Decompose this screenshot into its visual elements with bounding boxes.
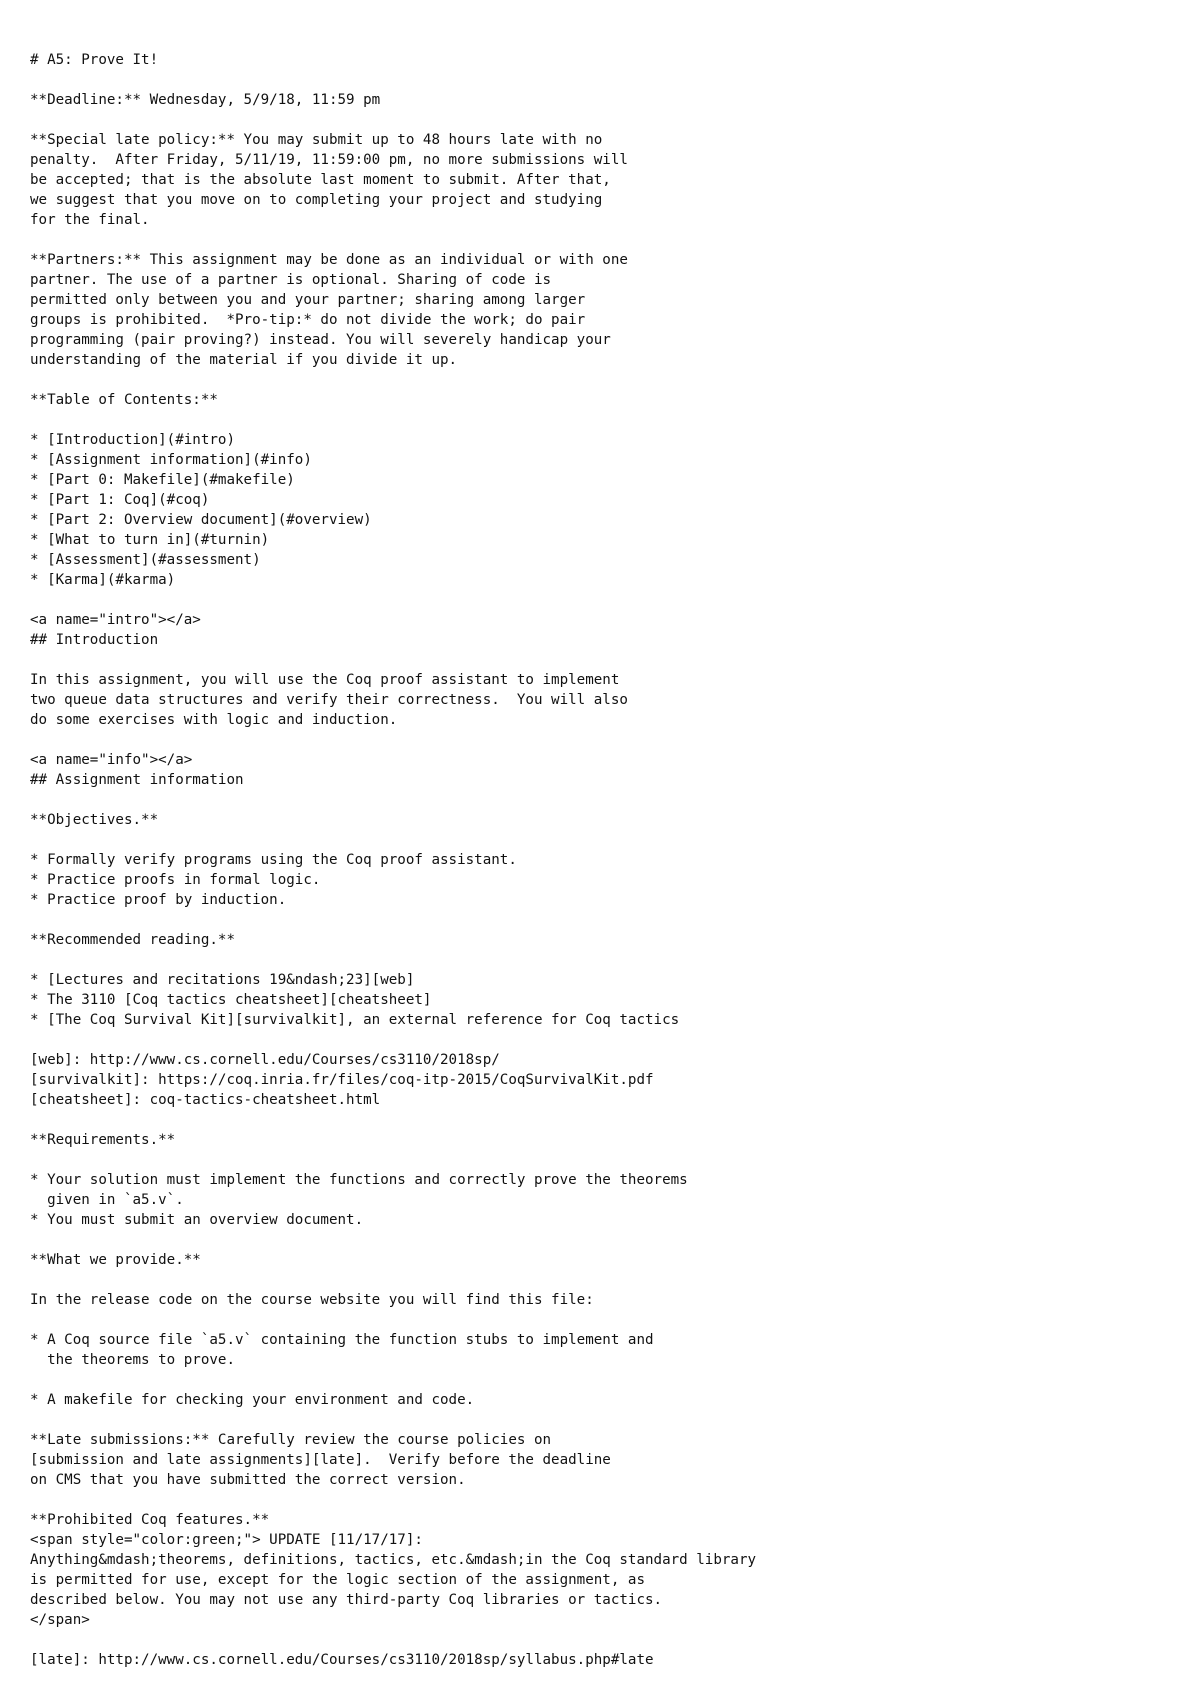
text-line [30, 910, 1180, 930]
text-line [30, 650, 1180, 670]
text-line [30, 1230, 1180, 1250]
text-line [30, 1110, 1180, 1130]
text-line: * [Introduction](#intro) [30, 432, 235, 448]
text-line: permitted only between you and your partner; sharing among larger [30, 292, 586, 308]
text-line: **Special late policy:** You may submit up to 48 hours late with no [30, 132, 603, 148]
text-line [30, 1410, 1180, 1430]
text-line [30, 790, 1180, 810]
text-line: described below. You may not use any third-party Coq libraries or tactics. [30, 1592, 663, 1608]
text-line: **Table of Contents:** [30, 392, 218, 408]
text-line: be accepted; that is the absolute last moment to submit. After that, [30, 172, 611, 188]
text-line: * Formally verify programs using the Coq proof assistant. [30, 852, 517, 868]
text-line: * [Lectures and recitations 19&ndash;23][web] [30, 972, 415, 988]
text-line: * A Coq source file `a5.v` containing the function stubs to implement and [30, 1332, 654, 1348]
text-line: the theorems to prove. [30, 1352, 235, 1368]
text-line: * [Part 2: Overview document](#overview) [30, 512, 372, 528]
text-line: we suggest that you move on to completing your project and studying [30, 192, 603, 208]
text-line: * [Karma](#karma) [30, 572, 176, 588]
text-line: **Prohibited Coq features.** [30, 1512, 270, 1528]
text-line: * You must submit an overview document. [30, 1212, 364, 1228]
text-line: [cheatsheet]: coq-tactics-cheatsheet.html [30, 1092, 381, 1108]
text-line: **Partners:** This assignment may be done as an individual or with one [30, 252, 628, 268]
text-line: given in `a5.v`. [30, 1192, 184, 1208]
text-line: understanding of the material if you divide it up. [30, 352, 458, 368]
text-line: * The 3110 [Coq tactics cheatsheet][cheatsheet] [30, 992, 432, 1008]
text-line: on CMS that you have submitted the correct version. [30, 1472, 466, 1488]
text-line: is permitted for use, except for the logic section of the assignment, as [30, 1572, 645, 1588]
text-line: * [The Coq Survival Kit][survivalkit], an external reference for Coq tactics [30, 1012, 680, 1028]
text-line: <a name="intro"></a> [30, 612, 201, 628]
text-line [30, 1370, 1180, 1390]
text-line: <a name="info"></a> [30, 752, 193, 768]
text-line: Anything&mdash;theorems, definitions, tactics, etc.&mdash;in the Coq standard library [30, 1552, 757, 1568]
text-line: ## Assignment information [30, 772, 244, 788]
text-line: <span style="color:green;"> UPDATE [11/17/17]: [30, 1532, 423, 1548]
text-line [30, 1150, 1180, 1170]
text-line: ## Introduction [30, 632, 159, 648]
text-line: **Requirements.** [30, 1132, 176, 1148]
text-line: **Objectives.** [30, 812, 159, 828]
text-line: * Practice proof by induction. [30, 892, 287, 908]
text-line: * [Assignment information](#info) [30, 452, 312, 468]
text-line: * Your solution must implement the functions and correctly prove the theorems [30, 1172, 688, 1188]
text-line [30, 370, 1180, 390]
text-line [30, 1630, 1180, 1650]
text-line: two queue data structures and verify their correctness. You will also [30, 692, 628, 708]
text-line [30, 410, 1180, 430]
text-line [30, 1270, 1180, 1290]
text-line: **What we provide.** [30, 1252, 201, 1268]
text-line [30, 590, 1180, 610]
text-line: * Practice proofs in formal logic. [30, 872, 321, 888]
text-line: In this assignment, you will use the Coq proof assistant to implement [30, 672, 620, 688]
text-line: * [Assessment](#assessment) [30, 552, 261, 568]
markdown-document [30, 50, 1180, 1670]
text-line: # A5: Prove It! [30, 52, 159, 68]
text-line [30, 1310, 1180, 1330]
text-line: programming (pair proving?) instead. You will severely handicap your [30, 332, 611, 348]
text-line: * [Part 0: Makefile](#makefile) [30, 472, 295, 488]
text-line: [web]: http://www.cs.cornell.edu/Courses/cs3110/2018sp/ [30, 1052, 500, 1068]
text-line: **Recommended reading.** [30, 932, 235, 948]
text-line [30, 730, 1180, 750]
text-line: do some exercises with logic and induction. [30, 712, 398, 728]
text-line: In the release code on the course website you will find this file: [30, 1292, 594, 1308]
text-line: * A makefile for checking your environment and code. [30, 1392, 475, 1408]
text-line: groups is prohibited. *Pro-tip:* do not divide the work; do pair [30, 312, 586, 328]
text-line: [late]: http://www.cs.cornell.edu/Courses/cs3110/2018sp/syllabus.php#late [30, 1652, 654, 1668]
text-line: [survivalkit]: https://coq.inria.fr/files/coq-itp-2015/CoqSurvivalKit.pdf [30, 1072, 654, 1088]
text-line: * [What to turn in](#turnin) [30, 532, 270, 548]
text-line: * [Part 1: Coq](#coq) [30, 492, 210, 508]
text-line [30, 70, 1180, 90]
text-line [30, 110, 1180, 130]
text-line: for the final. [30, 212, 150, 228]
text-line [30, 1490, 1180, 1510]
text-line [30, 230, 1180, 250]
text-line [30, 1030, 1180, 1050]
text-line [30, 830, 1180, 850]
text-line: **Late submissions:** Carefully review the course policies on [30, 1432, 552, 1448]
text-line: **Deadline:** Wednesday, 5/9/18, 11:59 pm [30, 92, 381, 108]
text-line: penalty. After Friday, 5/11/19, 11:59:00 pm, no more submissions will [30, 152, 628, 168]
text-line [30, 950, 1180, 970]
text-line: </span> [30, 1612, 90, 1628]
text-line: partner. The use of a partner is optional. Sharing of code is [30, 272, 552, 288]
text-line: [submission and late assignments][late]. Verify before the deadline [30, 1452, 611, 1468]
